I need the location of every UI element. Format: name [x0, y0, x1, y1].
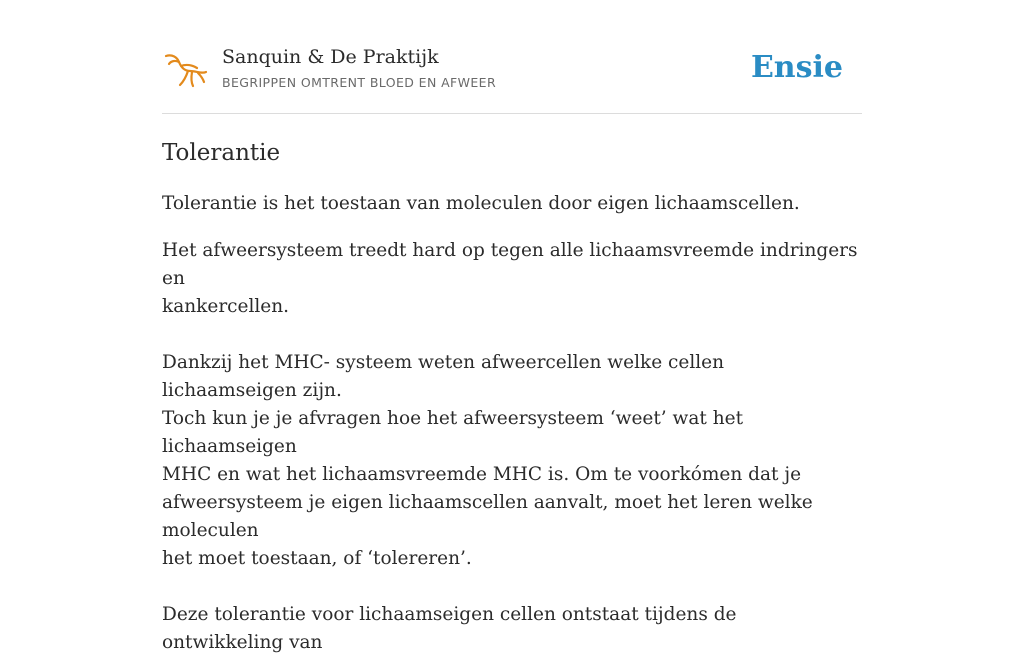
heron-bird-logo-icon[interactable] [164, 52, 208, 90]
article-title: Tolerantie [162, 140, 281, 166]
article [162, 136, 862, 657]
article-intro-paragraph: Tolerantie is het toestaan van moleculen door eigen lichaamscellen. [162, 193, 800, 214]
article-body-text: Het afweersysteem treedt hard op tegen alle lichaamsvreemde indringers en kankercellen. Dankzij het MHC- systeem weten afweercellen welke cellen lichaamseigen zijn. Toch kun je je afvragen hoe het afweersysteem ‘weet’ wat het lichaamseigen MHC en wat het lichaamsvreemde MHC is. Om te voorkómen dat je afweersysteem je eigen lichaamscellen aanvalt, moet het leren welke moleculen het moet toestaan, of ‘tolereren’. Deze tolerantie voor lichaamseigen cellen ontstaat tijdens de ontwikkeling van [162, 240, 858, 653]
site-title[interactable]: Sanquin & De Praktijk [222, 46, 439, 68]
brand-logo-text[interactable]: Ensie [750, 50, 843, 85]
site-subtitle: BEGRIPPEN OMTRENT BLOED EN AFWEER [222, 75, 497, 90]
site-header [162, 40, 862, 114]
